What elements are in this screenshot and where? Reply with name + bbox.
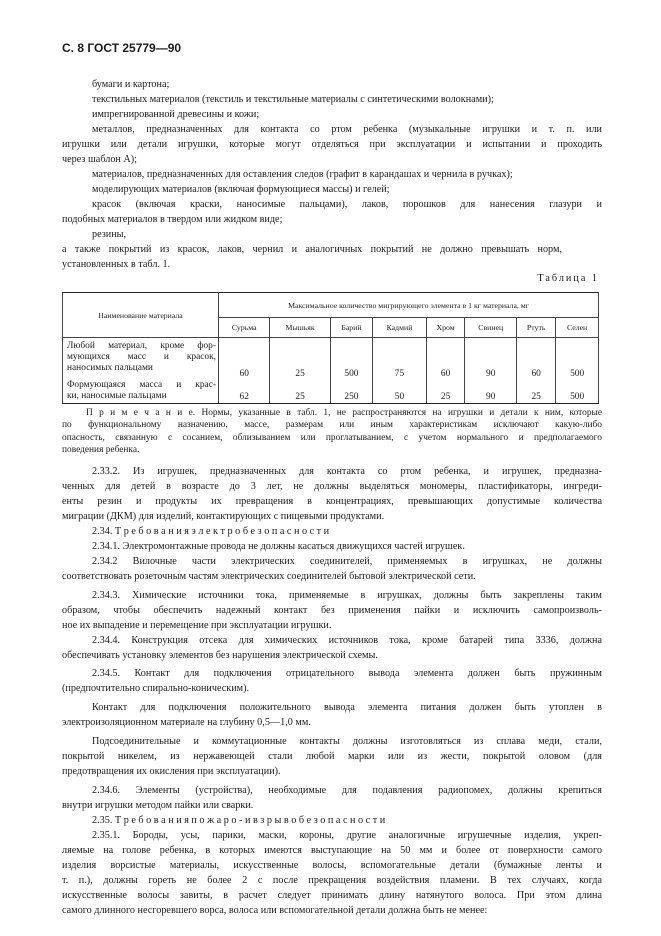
value-cell: 500 [330,338,372,381]
section-heading: 2.34. Т р е б о в а н и я э л е к т р о б е з о п а с н о с т и [92,526,330,537]
value-cell: 250 [330,380,372,404]
list-item: подобных материалов в твердом или жидком виде; [62,214,283,225]
value-cell: 90 [465,380,517,404]
column-header-element: Мышьяк [270,318,330,338]
paragraph-line: ляемые на голове ребенка, в которых имеются выступающие на 50 мм и более от поверхности самого [62,845,602,856]
paragraph-line: Подсоединительные и коммутационные контакты должны изготовляться из сплава меди, стали, [92,736,602,747]
paragraph-line: предотвращения их окисления при эксплуатации). [62,766,281,777]
column-header-element: Барий [330,318,372,338]
list-item: текстильных материалов (текстиль и текстильные материалы с синтетическими волокнами); [92,94,494,105]
material-name-cell: Формующаяся масса и крас- ки, наносимые пальцами [63,380,219,404]
table-note: П р и м е ч а н и е. Нормы, указанные в табл. 1, не распространяются на игрушки и детали к ним, которые по функциональному назначению, массе, размерам или иным характеристикам исключают какую-либо опасность, связанную с сосанием, облизыванием или проглатыванием, с учетом нормального и предполагаемого поведения ребенка. [62,408,602,456]
paragraph-line: (предпочтительно спирально-коническим). [62,683,250,694]
value-cell: 50 [373,380,427,404]
value-cell: 500 [556,338,599,381]
paragraph-line: Контакт для подключения положительного вывода элемента питания должен быть утоплен в [92,702,602,713]
value-cell: 500 [556,380,599,404]
column-group-header: Максимальное количество мигрирующего элемента в 1 кг материала, мг [219,293,599,318]
list-item: моделирующих материалов (включая формующиеся массы) и гелей; [92,184,390,195]
column-header-material: Наименование материала [63,293,219,338]
paragraph-line: внутри игрушки методом пайки или сварки. [62,800,254,811]
value-cell: 60 [517,338,556,381]
paragraph-line: 2.34.6. Элементы (устройства), необходимые для подавления радиопомех, должны крепиться [92,785,602,796]
list-item: импрегнированной древесины и кожи; [92,109,260,120]
list-item: красок (включая краски, наносимые пальцами), лаков, порошков для нанесения глазури и [92,199,602,210]
paragraph-line: самого длинного несгоревшего ворса, волоса или вспомогательной детали должна быть не менее: [62,905,488,916]
paragraph-line: енты резин и продукты их превращения в концентрациях, превышающих допустимые количества [62,496,602,507]
list-item: резины, [92,229,127,240]
column-header-element: Сурьма [219,318,270,338]
paragraph-line: образом, чтобы обеспечить надежный контакт без применения пайки и исключить самопроизволь- [62,605,602,616]
column-header-element: Хром [426,318,464,338]
value-cell: 60 [219,338,270,381]
table-caption: Таблица 1 [537,273,599,284]
column-header-element: Ртуть [517,318,556,338]
paragraph-line: изделия ворсистые материалы, искусственные волосы, вспомогательные детали (бумажные ленты и [62,860,602,871]
paragraph-line: миграции (ДКМ) для изделий, контактирующих с пищевыми продуктами. [62,511,385,522]
table-row [63,338,599,381]
column-header-element: Свинец [465,318,517,338]
list-item: материалов, предназначенных для оставления следов (графит в карандашах и чернила в ручках); [92,169,513,180]
paragraph-line: 2.34.4. Конструкция отсека для химических источников тока, кроме батарей типа 3336, должна [92,635,602,646]
list-item: бумаги и картона; [92,79,170,90]
value-cell: 25 [426,380,464,404]
paragraph-line: 2.34.1. Электромонтажные провода не должны касаться движущихся частей игрушек. [92,541,465,552]
paragraph-line: искусственные волосы завиты, в расчет следует принимать длину натянутого волоса. При этом длина [62,890,602,901]
paragraph-line: т. п.), должны гореть не более 2 с после прекращения воздействия пламени. В тех случаях, когда [62,875,602,886]
paragraph-line: 2.34.5. Контакт для подключения отрицательного вывода элемента должен быть пружинным [92,668,602,679]
paragraph-line: электроизоляционном материале на глубину 0,5—1,0 мм. [62,717,311,728]
column-header-element: Селен [556,318,599,338]
paragraph-line: ченных для детей в возрасте до 3 лет, не должны выделяться мономеры, пластификаторы, ингреди- [62,481,602,492]
list-item: металлов, предназначенных для контакта со ртом ребенка (музыкальные игрушки и т. п. или [92,124,602,135]
table-row [63,380,599,404]
list-item: через шаблон А); [62,154,138,165]
paragraph-line: соответствовать розеточным частям электрических соединителей бытовой электрической сети. [62,571,476,582]
value-cell: 25 [270,338,330,381]
paragraph-line: 2.35.1. Бороды, усы, парики, маски, короны, другие аналогичные игрушечные изделия, укреп- [92,830,602,841]
value-cell: 25 [517,380,556,404]
paragraph-line: обеспечивать установку элементов без нарушения электрической схемы. [62,650,378,661]
value-cell: 62 [219,380,270,404]
list-item: игрушки или детали игрушки, которые могут отделяться при эксплуатации и испытании и проходить [62,139,602,150]
list-item: установленных в табл. 1. [62,259,171,270]
value-cell: 25 [270,380,330,404]
value-cell: 75 [373,338,427,381]
paragraph-line: 2.34.3. Химические источники тока, применяемые в игрушках, должны быть закреплены таким [92,590,602,601]
paragraph-line: 2.33.2. Из игрушек, предназначенных для контакта со ртом ребенка, и игрушек, предназна- [92,466,602,477]
page-header: С. 8 ГОСТ 25779—90 [62,41,182,55]
material-name-cell: Любой материал, кроме фор- мующихся масс и красок, наносимых пальцами [63,338,219,381]
value-cell: 90 [465,338,517,381]
column-header-element: Кадмий [373,318,427,338]
value-cell: 60 [426,338,464,381]
paragraph-line: 2.34.2 Вилочные части электрических соединителей, применяемых в игрушках, не должны [92,556,602,567]
migration-limits-table [62,292,599,404]
section-heading: 2.35. Т р е б о в а н и я п о ж а р о - и в з р ы в о б е з о п а с н о с т и [92,815,386,826]
paragraph-line: ное их выпадение и перемещение при эксплуатации игрушки. [62,620,332,631]
paragraph-line: покрытой никелем, из нержавеющей стали любой марки или из жести, покрытой оловом (для [62,751,602,762]
list-item: а также покрытий из красок, лаков, чернил и аналогичных покрытий не должно превышать норм, [62,244,562,255]
